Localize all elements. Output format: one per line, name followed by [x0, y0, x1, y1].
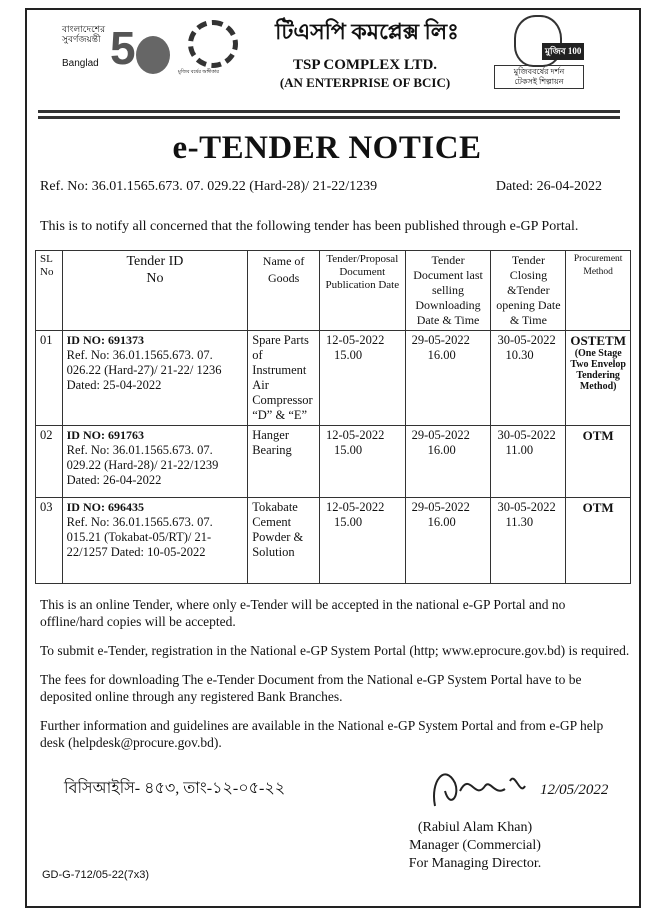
sl-cell: 03: [36, 498, 63, 584]
page-title: e-TENDER NOTICE: [172, 130, 482, 166]
tender-ref: Ref. No: 36.01.1565.673. 07. 029.22 (Hard-28)/ 21-22/1239 Dated: 26-04-2022: [66, 443, 219, 487]
col-header: Procurement Method: [566, 251, 631, 331]
company-name-bangla: টিএসপি কমপ্লেক্স লিঃ: [275, 19, 459, 44]
bangla-reference: বিসিআইসি- ৪৫৩, তাং-১২-০৫-২২: [64, 780, 286, 797]
paragraph-registration: [40, 642, 630, 659]
col-header: Tender/Proposal Document Publication Date: [320, 251, 406, 331]
date: 30-05-2022: [497, 333, 556, 347]
tender-id-cell: [62, 498, 248, 584]
col-header: Tender Closing &Tender opening Date & Time: [491, 251, 566, 331]
tender-id-cell: [62, 426, 248, 498]
notice-body: [35, 250, 631, 891]
date: 12-05-2022: [326, 500, 385, 514]
caption-line: টেকসই শিল্পায়ন: [514, 77, 564, 86]
mujib-100-logo: [490, 15, 590, 91]
closing-cell: [491, 331, 566, 426]
text: ) is required.: [560, 643, 630, 658]
publication-cell: [320, 331, 406, 426]
sl-cell: 02: [36, 426, 63, 498]
time: 15.00: [334, 515, 363, 529]
signature-icon: [425, 761, 535, 811]
signer-name: (Rabiul Alam Khan): [417, 820, 533, 835]
time: 16.00: [427, 348, 456, 362]
date: 29-05-2022: [411, 428, 470, 442]
col-header: Tender Document last selling Downloading Date & Time: [405, 251, 491, 331]
time: 11.30: [505, 515, 534, 529]
time: 15.00: [334, 348, 363, 362]
date: 29-05-2022: [411, 500, 470, 514]
table-row: [36, 426, 631, 498]
logo-tag: মুজিব 100: [542, 43, 584, 60]
notice-footer: [35, 771, 631, 891]
method: OSTETM: [570, 333, 626, 348]
time: 15.00: [334, 443, 363, 457]
date: 29-05-2022: [411, 333, 470, 347]
table-row: [36, 331, 631, 426]
signature-date: 12/05/2022: [540, 782, 609, 798]
paragraph-online-tender: This is an online Tender, where only e-Tender will be accepted in the national e-GP Portal and no offline/hard copies will be accepted.: [40, 597, 566, 629]
date: 30-05-2022: [497, 428, 556, 442]
tender-ref: Ref. No: 36.01.1565.673. 07. 015.21 (Tokabat-05/RT)/ 21-22/1257 Dated: 10-05-2022: [66, 515, 213, 559]
publication-cell: [320, 426, 406, 498]
tender-id: ID NO: 691373: [66, 333, 144, 347]
closing-cell: [491, 498, 566, 584]
text: Further information and guidelines are available in the National e-GP System Portal and from e-GP help desk (: [40, 718, 604, 750]
intro-text: This is to notify all concerned that the following tender has been published through e-GP Portal.: [40, 219, 579, 234]
signer-block: [395, 819, 555, 873]
date: 30-05-2022: [497, 500, 556, 514]
method-cell: [566, 426, 631, 498]
paragraph-help: [40, 717, 630, 751]
method: OTM: [582, 500, 614, 515]
paragraph-fees: The fees for downloading The e-Tender Document from the National e-GP System Portal have to be deposited online through any registered Bank Branches.: [40, 672, 582, 704]
reference-number: Ref. No: 36.01.1565.673. 07. 029.22 (Hard-28)/ 21-22/1239: [40, 179, 378, 194]
bcic-logo: [178, 20, 266, 88]
golden-jubilee-logo: [60, 22, 170, 80]
logo-number: 5: [110, 22, 136, 74]
table-row: [36, 498, 631, 584]
reference-row: [40, 178, 630, 196]
method: OTM: [582, 428, 614, 443]
col-header: Name of Goods: [248, 251, 320, 331]
time: 16.00: [427, 443, 456, 457]
text: To submit e-Tender, registration in the National e-GP System Portal (http;: [40, 643, 442, 658]
goods-cell: Spare Parts of Instrument Air Compressor “D” & “E”: [248, 331, 320, 426]
selling-cell: [405, 331, 491, 426]
divider: [38, 110, 620, 113]
sl-cell: 01: [36, 331, 63, 426]
logo-caption: মুজিব বর্ষের অঙ্গীকার: [178, 70, 220, 75]
company-name-en: TSP COMPLEX LTD.: [292, 57, 438, 73]
caption-line: মুজিববর্ষের দর্শন: [513, 67, 565, 76]
table-header-row: [36, 251, 631, 331]
tender-id: ID NO: 696435: [66, 500, 144, 514]
tender-ref: Ref. No: 36.01.1565.673. 07. 026.22 (Hard-27)/ 21-22/ 1236 Dated: 25-04-2022: [66, 348, 222, 392]
logo-text: Banglad: [62, 58, 99, 69]
divider: [38, 116, 620, 119]
closing-cell: [491, 426, 566, 498]
publication-cell: [320, 498, 406, 584]
col-header: SL No: [36, 251, 63, 331]
method-note: (One Stage Two Envelop Tendering Method): [570, 348, 626, 392]
eprocure-link[interactable]: www.eprocure.gov.bd: [442, 643, 561, 658]
time: 16.00: [427, 515, 456, 529]
date: 12-05-2022: [326, 333, 385, 347]
logo-text: বাংলাদেশের সুবর্ণজয়ন্তী: [62, 24, 106, 44]
gear-icon: [188, 20, 238, 68]
text: ).: [213, 735, 222, 750]
goods-cell: Hanger Bearing: [248, 426, 320, 498]
helpdesk-email-link[interactable]: helpdesk@procure.gov.bd: [72, 735, 214, 750]
col-header: Tender ID No: [62, 251, 248, 331]
date: 12-05-2022: [326, 428, 385, 442]
selling-cell: [405, 426, 491, 498]
company-subtitle: (AN ENTERPRISE OF BCIC): [279, 75, 451, 90]
time: 10.30: [505, 348, 534, 362]
notice-date: Dated: 26-04-2022: [495, 179, 602, 194]
company-name: [270, 56, 460, 92]
tender-table: [35, 250, 631, 584]
logo-globe: [136, 36, 170, 74]
method-cell: [566, 331, 631, 426]
selling-cell: [405, 498, 491, 584]
signer-for: For Managing Director.: [408, 856, 542, 871]
ad-code: GD-G-712/05-22(7x3): [42, 869, 149, 881]
time: 11.00: [505, 443, 534, 457]
logo-caption: [494, 65, 584, 89]
goods-cell: Tokabate Cement Powder & Solution: [248, 498, 320, 584]
tender-id-cell: [62, 331, 248, 426]
signature: [425, 761, 625, 811]
method-cell: [566, 498, 631, 584]
tender-id: ID NO: 691763: [66, 428, 144, 442]
signer-title: Manager (Commercial): [409, 838, 541, 853]
